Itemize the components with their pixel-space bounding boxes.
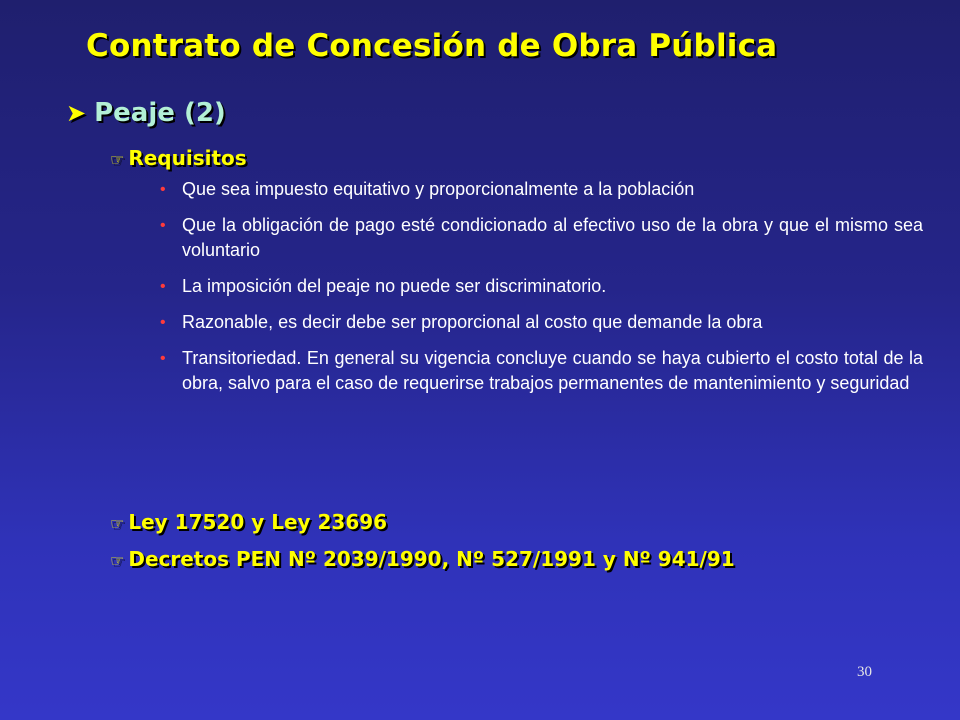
list-item-text: Transitoriedad. En general su vigencia concluye cuando se haya cubierto el costo total de la obra, salvo para el caso de requerirse trabajos permanentes de mantenimiento y seguridad [182,348,923,393]
ley-label: Ley 17520 y Ley 23696 [128,510,388,534]
list-item [160,310,923,335]
section-heading [66,98,226,128]
bullet-dot-icon: • [160,181,166,198]
list-item-text: Razonable, es decir debe ser proporcional al costo que demande la obra [182,312,763,332]
bullet-dot-icon: • [160,350,166,367]
list-item [160,274,923,299]
decretos-heading [110,547,735,571]
page-number: 30 [857,664,872,680]
arrow-right-icon: ➤ [66,99,87,127]
requisitos-list [160,177,923,407]
list-item-text: La imposición del peaje no puede ser discriminatorio. [182,276,607,296]
section-heading-label: Peaje (2) [94,98,226,128]
list-item [160,346,923,396]
bullet-dot-icon: • [160,217,166,234]
requisitos-heading [110,146,247,170]
list-item [160,213,923,263]
bullet-dot-icon: • [160,314,166,331]
decretos-label: Decretos PEN Nº 2039/1990, Nº 527/1991 y Nº 941/91 [128,547,735,571]
ley-heading [110,510,387,534]
pointing-hand-icon: ☞ [110,150,125,169]
list-item [160,177,923,202]
list-item-text: Que sea impuesto equitativo y proporcionalmente a la población [182,179,695,199]
slide-title: Contrato de Concesión de Obra Pública [86,28,778,64]
bullet-dot-icon: • [160,278,166,295]
pointing-hand-icon: ☞ [110,551,125,570]
requisitos-label: Requisitos [128,146,247,170]
list-item-text: Que la obligación de pago esté condicionado al efectivo uso de la obra y que el mismo sea voluntario [182,215,923,260]
pointing-hand-icon: ☞ [110,514,125,533]
